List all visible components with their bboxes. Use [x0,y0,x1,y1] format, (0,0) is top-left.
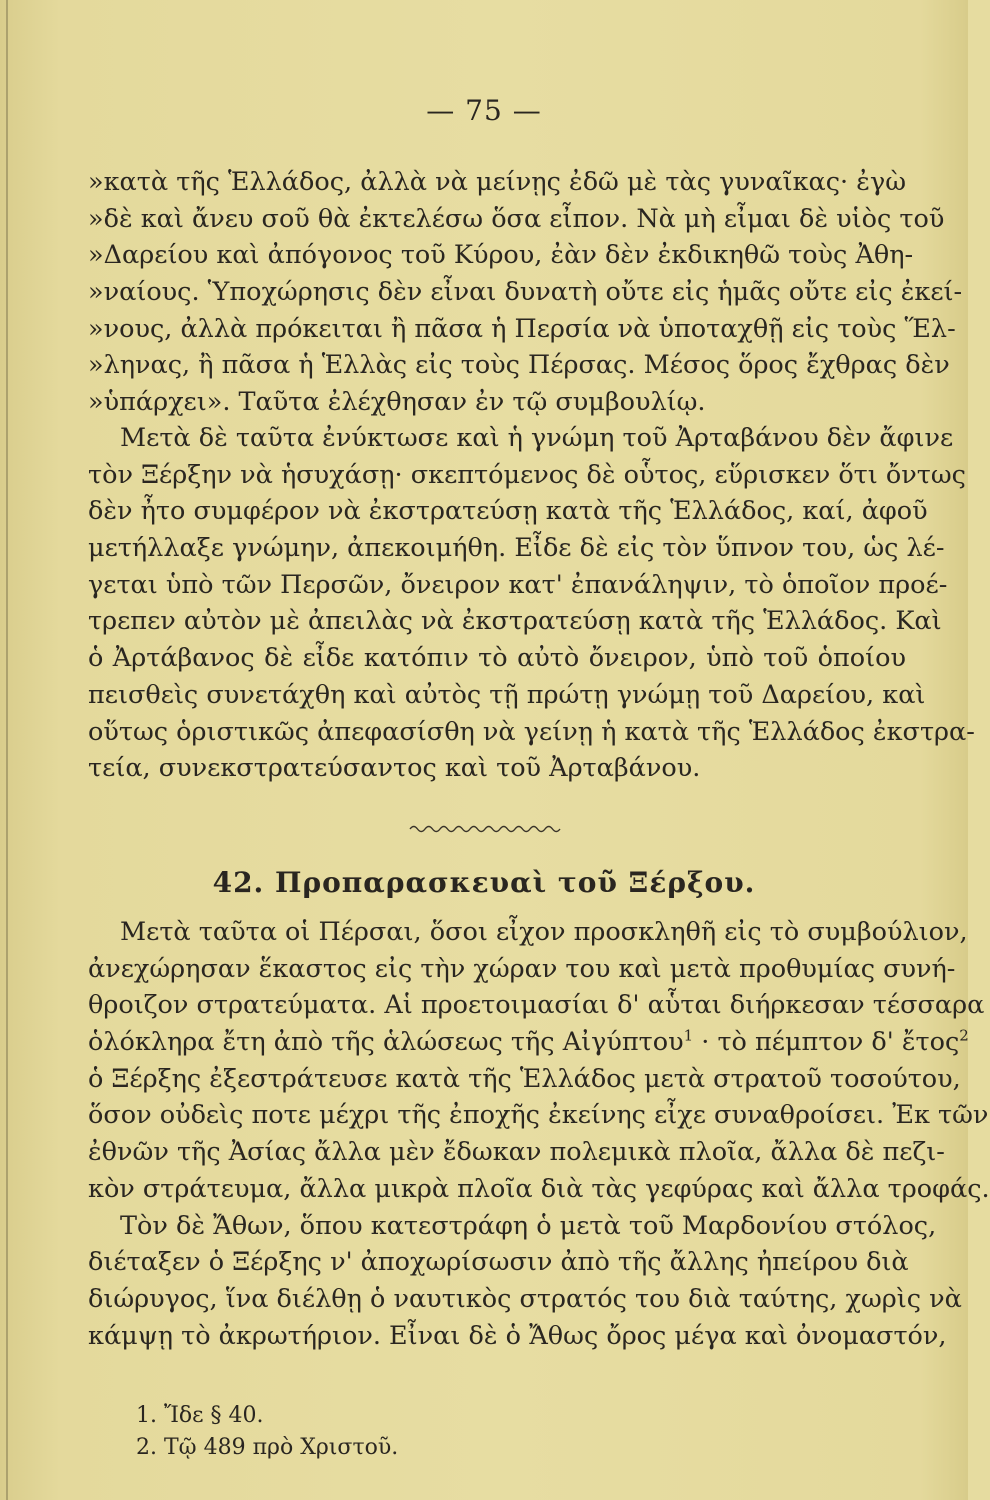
text-line: τεία, συνεκστρατεύσαντος καὶ τοῦ Ἀρταβάνου. [88,753,701,784]
paragraph-3 [88,914,990,1354]
page-edge [6,0,8,1500]
paragraph-1 [88,164,963,421]
text-line: πεισθεὶς συνετάχθη καὶ αὐτὸς τῇ πρώτῃ γνώμῃ τοῦ Δαρείου, καὶ [88,679,926,710]
text-line: ἐθνῶν τῆς Ἀσίας ἄλλα μὲν ἔδωκαν πολεμικὰ πλοῖα, ἄλλα δὲ πεζι- [88,1137,945,1168]
text-line: τὸν Ξέρξην νὰ ἡσυχάσῃ· σκεπτόμενος δὲ οὗτος, εὕρισκεν ὅτι ὄντως [88,459,966,490]
text-line: οὕτως ὁριστικῶς ἀπεφασίσθη νὰ γείνῃ ἡ κατὰ τῆς Ἑλλάδος ἐκστρα- [88,716,975,747]
text-line: ἀνεχώρησαν ἕκαστος εἰς τὴν χώραν του καὶ μετὰ προθυμίας συνή- [88,953,956,984]
text-line: κὸν στράτευμα, ἄλλα μικρὰ πλοῖα διὰ τὰς γεφύρας καὶ ἄλλα τροφάς. [88,1173,990,1204]
page-number: — 75 — [426,94,542,127]
text-segment: ὁλόκληρα ἔτη ἀπὸ τῆς ἁλώσεως τῆς Αἰγύπτου [88,1027,684,1058]
footnote-ref-2: 2 [959,1026,969,1045]
footnote-1: 1. Ἴδε § 40. [136,1403,264,1428]
text-line: ὅσον οὐδεὶς ποτε μέχρι τῆς ἐποχῆς ἐκείνης εἶχε συναθροίσει. Ἐκ τῶν [88,1100,989,1131]
footnotes [136,1400,398,1464]
text-line: θροιζον στρατεύματα. Αἱ προετοιμασίαι δ' αὗται διήρκεσαν τέσσαρα [88,990,985,1021]
wavy-divider-ornament [410,822,560,836]
text-line: δὲν ἦτο συμφέρον νὰ ἐκστρατεύσῃ κατὰ τῆς Ἑλλάδος, καί, ἀφοῦ [88,496,928,527]
text-line: »νους, ἀλλὰ πρόκειται ἢ πᾶσα ἡ Περσία νὰ ὑποταχθῇ εἰς τοὺς Ἕλ- [88,313,956,344]
text-line: Τὸν δὲ Ἄθων, ὅπου κατεστράφη ὁ μετὰ τοῦ Μαρδονίου στόλος, [120,1210,937,1241]
text-segment: · τὸ πέμπτον δ' ἔτος [701,1027,960,1058]
text-line: ὁ Ἀρτάβανος δὲ εἶδε κατόπιν τὸ αὐτὸ ὄνειρον, ὑπὸ τοῦ ὁποίου [88,643,906,674]
text-line: τρεπεν αὐτὸν μὲ ἀπειλὰς νὰ ἐκστρατεύσῃ κατὰ τῆς Ἑλλάδος. Καὶ [88,606,942,637]
section-heading: 42. Προπαρασκευαὶ τοῦ Ξέρξου. [212,866,756,899]
text-line: »ναίους. Ὑποχώρησις δὲν εἶναι δυνατὴ οὔτε εἰς ἡμᾶς οὔτε εἰς ἐκεί- [88,277,963,308]
text-line: Μετὰ δὲ ταῦτα ἐνύκτωσε καὶ ἡ γνώμη τοῦ Ἀρταβάνου δὲν ἄφινε [120,423,954,453]
paragraph-2 [88,420,975,787]
text-line: γεται ὑπὸ τῶν Περσῶν, ὄνειρον κατ' ἐπανάληψιν, τὸ ὁποῖον προέ- [88,569,948,600]
text-line: μετήλλαξε γνώμην, ἀπεκοιμήθη. Εἶδε δὲ εἰς τὸν ὕπνον του, ὡς λέ- [88,533,945,564]
text-line: »δὲ καὶ ἄνευ σοῦ θὰ ἐκτελέσω ὅσα εἶπον. Νὰ μὴ εἶμαι δὲ υἱὸς τοῦ [88,203,945,234]
text-line: »Δαρείου καὶ ἀπόγονος τοῦ Κύρου, ἐὰν δὲν ἐκδικηθῶ τοὺς Ἀθη- [88,240,914,271]
text-line: ὁ Ξέρξης ἐξεστράτευσε κατὰ τῆς Ἑλλάδος μετὰ στρατοῦ τοσούτου, [88,1063,961,1094]
text-line: »κατὰ τῆς Ἑλλάδος, ἀλλὰ νὰ μείνῃς ἐδῶ μὲ τὰς γυναῖκας· ἐγὼ [88,167,906,197]
text-line-with-footnote-refs [88,1024,969,1061]
text-line: διώρυγος, ἵνα διέλθῃ ὁ ναυτικὸς στρατός του διὰ ταύτης, χωρὶς νὰ [88,1283,962,1314]
text-line: Μετὰ ταῦτα οἱ Πέρσαι, ὅσοι εἶχον προσκληθῆ εἰς τὸ συμβούλιον, [120,917,968,947]
text-line: »ληνας, ἢ πᾶσα ἡ Ἑλλὰς εἰς τοὺς Πέρσας. Μέσος ὅρος ἔχθρας δὲν [88,350,950,381]
footnote-ref-1: 1 [683,1026,694,1045]
text-line: κάμψῃ τὸ ἀκρωτήριον. Εἶναι δὲ ὁ Ἄθως ὄρος μέγα καὶ ὀνομαστόν, [88,1320,947,1351]
text-line: »ὑπάρχει». Ταῦτα ἐλέχθησαν ἐν τῷ συμβουλίῳ. [88,387,706,418]
text-line: διέταξεν ὁ Ξέρξης ν' ἀποχωρίσωσιν ἀπὸ τῆς ἄλλης ἠπείρου διὰ [88,1247,909,1278]
footnote-2: 2. Τῷ 489 πρὸ Χριστοῦ. [136,1435,399,1460]
